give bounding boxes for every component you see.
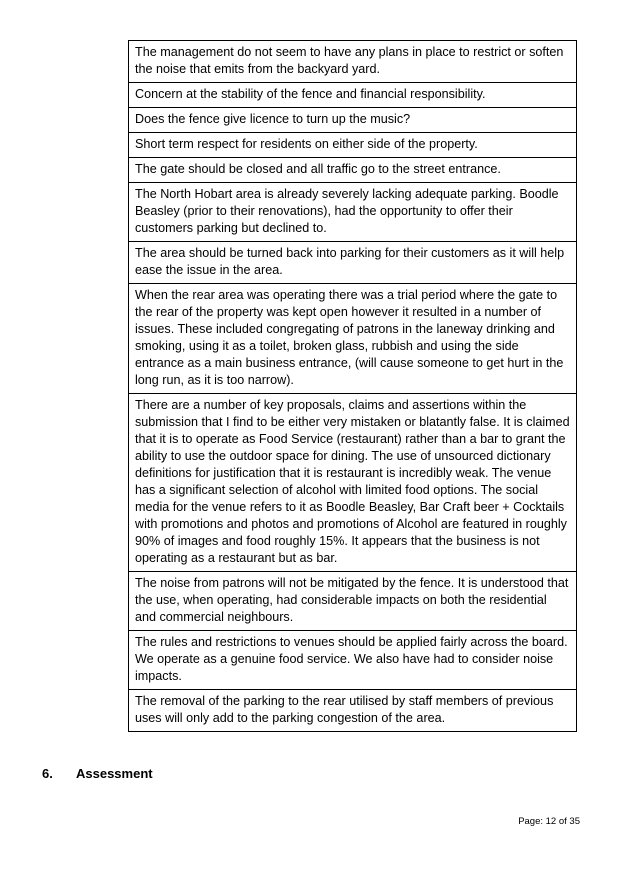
table-row	[129, 41, 577, 83]
table-cell: The North Hobart area is already severely lacking adequate parking. Boodle Beasley (prior to their renovations), had the opportunity to offer their customers parking but declined to.	[129, 183, 577, 242]
table-row	[129, 133, 577, 158]
page-number: Page: 12 of 35	[518, 816, 580, 827]
table-row	[129, 83, 577, 108]
table-cell: The noise from patrons will not be mitigated by the fence. It is understood that the use, when operating, had considerable impacts on both the residential and commercial neighbours.	[129, 572, 577, 631]
table-row	[129, 572, 577, 631]
table-cell: When the rear area was operating there was a trial period where the gate to the rear of the property was kept open however it resulted in a number of issues. These included congregating of patrons in the laneway drinking and smoking, using it as a toilet, broken glass, rubbish and using the side entrance as a main business entrance, (will cause someone to get hurt in the long run, as it is too narrow).	[129, 284, 577, 394]
section-number: 6.	[42, 766, 53, 781]
table-cell: Does the fence give licence to turn up the music?	[129, 108, 577, 133]
section-title: Assessment	[76, 766, 153, 781]
section-heading	[42, 766, 153, 782]
table-cell: The area should be turned back into parking for their customers as it will help ease the issue in the area.	[129, 242, 577, 284]
table-cell: Concern at the stability of the fence and financial responsibility.	[129, 83, 577, 108]
table-cell: The management do not seem to have any plans in place to restrict or soften the noise that emits from the backyard yard.	[129, 41, 577, 83]
table-cell: Short term respect for residents on either side of the property.	[129, 133, 577, 158]
representations-table	[128, 40, 577, 732]
table-row	[129, 690, 577, 732]
table-cell: The rules and restrictions to venues should be applied fairly across the board. We operate as a genuine food service. We also have had to consider noise impacts.	[129, 631, 577, 690]
table-row	[129, 242, 577, 284]
table-cell: There are a number of key proposals, claims and assertions within the submission that I find to be either very mistaken or blatantly false. It is claimed that it is to operate as Food Service (restaurant) rather than a bar to grant the ability to use the outdoor space for dining. The use of unsourced dictionary definitions for justification that it is restaurant is incredibly weak. The venue has a significant selection of alcohol with limited food options. The social media for the venue refers to it as Boodle Beasley, Bar Craft beer + Cocktails with promotions and photos and promotions of Alcohol are featured in roughly 90% of images and food roughly 15%. It appears that the business is not operating as a restaurant but as bar.	[129, 394, 577, 572]
table-row	[129, 158, 577, 183]
table-row	[129, 631, 577, 690]
table-cell: The gate should be closed and all traffic go to the street entrance.	[129, 158, 577, 183]
table-row	[129, 183, 577, 242]
table-cell: The removal of the parking to the rear utilised by staff members of previous uses will only add to the parking congestion of the area.	[129, 690, 577, 732]
table-row	[129, 108, 577, 133]
table-row	[129, 284, 577, 394]
table-row	[129, 394, 577, 572]
